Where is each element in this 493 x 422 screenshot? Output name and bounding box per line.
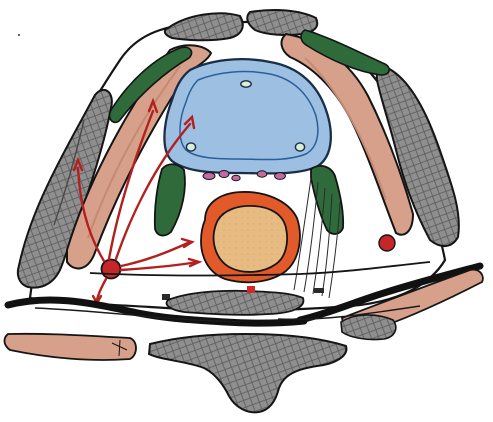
purple-shape-3	[257, 171, 267, 177]
bone-bottom-large	[149, 334, 346, 412]
blue-chamber-left-circle	[186, 143, 195, 151]
vessel-origin-left	[102, 260, 121, 279]
purple-shape-2	[219, 171, 229, 178]
core-center	[214, 206, 288, 272]
bone-center-bottom	[166, 291, 303, 315]
bone-top-left	[165, 13, 243, 40]
purple-shape-5	[232, 175, 240, 181]
blue-chamber-right-circle	[295, 143, 304, 151]
tiny-dot-top-left	[18, 34, 20, 36]
blue-chamber-top-circle	[241, 81, 251, 87]
mark-dark-right	[314, 288, 324, 293]
small-red-circle	[379, 235, 395, 251]
bottom-right-gray	[341, 315, 396, 340]
bone-center-bottom-red-marker	[247, 286, 255, 293]
purple-shape-1	[203, 173, 215, 180]
bottom-left-muscle	[4, 334, 136, 360]
purple-shape-4	[275, 173, 286, 180]
